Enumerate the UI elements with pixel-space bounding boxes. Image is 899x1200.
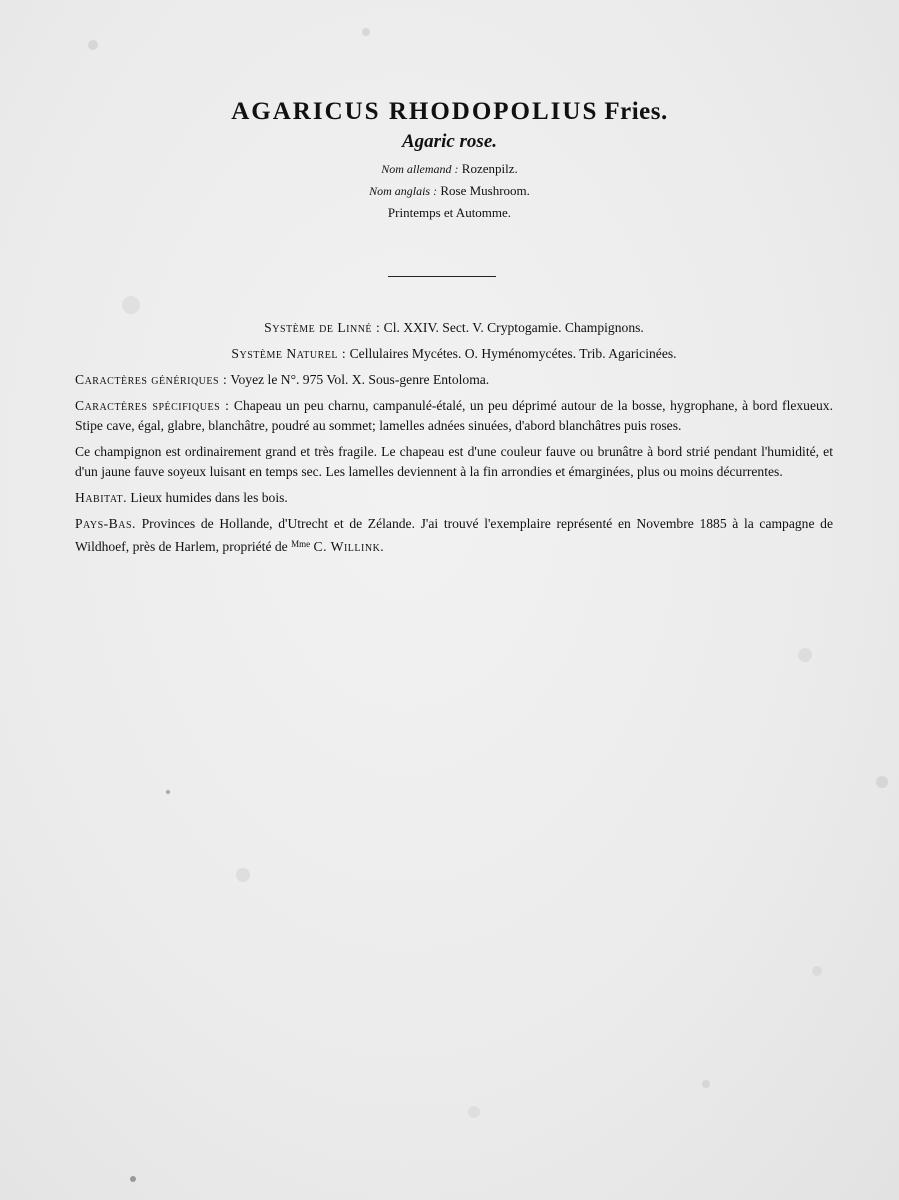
- section-divider: [388, 276, 496, 277]
- paper-speck: [130, 1176, 136, 1182]
- plate-description: [75, 318, 833, 563]
- paper-speck: [812, 966, 822, 976]
- season-line: Printemps et Automme.: [387, 205, 512, 220]
- paper-speck: [122, 296, 140, 314]
- netherlands-label: Pays-Bas.: [75, 516, 136, 531]
- linne-system-text: Cl. XXIV. Sect. V. Cryptogamie. Champignons.: [383, 320, 644, 335]
- natural-system-text: Cellulaires Mycétes. O. Hyménomycétes. Trib. Agaricinées.: [349, 346, 677, 361]
- natural-system-line: [75, 344, 833, 364]
- description-paragraph: Ce champignon est ordinairement grand et très fragile. Le chapeau est d'une couleur fauve ou brunâtre à bord strié pendant l'humidité, et d'un jaune fauve soyeux luisant en temps sec. Les lamelles deviennent à la fin arrondies et émarginées, plus ou moins décurrentes.: [75, 444, 833, 479]
- generic-characters-line: [75, 370, 833, 390]
- plate-header: [0, 96, 899, 224]
- netherlands-paragraph: [75, 514, 833, 557]
- species-author: Fries.: [604, 98, 668, 125]
- french-name: Agaric rose.: [402, 131, 497, 152]
- paper-speck: [702, 1080, 710, 1088]
- owner-name: C. Willink.: [313, 539, 385, 554]
- paper-speck: [236, 868, 250, 882]
- natural-system-label: Système Naturel :: [231, 346, 347, 361]
- paper-speck: [362, 28, 370, 36]
- habitat-line: [75, 488, 833, 508]
- german-name-line: [0, 158, 899, 180]
- specific-characters-label: Caractères spécifiques :: [75, 398, 230, 413]
- netherlands-text: Provinces de Hollande, d'Utrecht et de Zélande. J'ai trouvé l'exemplaire représenté en Novembre 1885 à la campagne de Wildhoef, près de Harlem, propriété de: [75, 516, 833, 554]
- species-name: AGARICUS RHODOPOLIUS: [231, 98, 599, 125]
- specific-characters-paragraph: [75, 396, 833, 436]
- habitat-label: Habitat.: [75, 490, 127, 505]
- paper-speck: [468, 1106, 480, 1118]
- paper-speck: [798, 648, 812, 662]
- owner-title: Mme: [291, 539, 311, 549]
- linne-system-label: Système de Linné :: [264, 320, 381, 335]
- generic-characters-text: Voyez le N°. 975 Vol. X. Sous-genre Entoloma.: [230, 372, 490, 387]
- english-name-line: [0, 180, 899, 202]
- specific-characters-text: Chapeau un peu charnu, campanulé-étalé, un peu déprimé autour de la bosse, hygrophane, à bord flexueux. Stipe cave, égal, glabre, blanchâtre, poudré au sommet; lamelles adnées sinuées, d'abord blanchâtres puis roses.: [75, 398, 833, 433]
- species-title: [0, 96, 899, 128]
- german-name: Rozenpilz.: [461, 161, 518, 176]
- english-name: Rose Mushroom.: [440, 183, 530, 198]
- german-name-label: Nom allemand :: [381, 162, 459, 176]
- paper-speck: [166, 790, 170, 794]
- paper-speck: [88, 40, 98, 50]
- generic-characters-label: Caractères génériques :: [75, 372, 228, 387]
- paper-speck: [876, 776, 888, 788]
- linne-system-line: [75, 318, 833, 338]
- english-name-label: Nom anglais :: [369, 184, 438, 198]
- habitat-text: Lieux humides dans les bois.: [130, 490, 288, 505]
